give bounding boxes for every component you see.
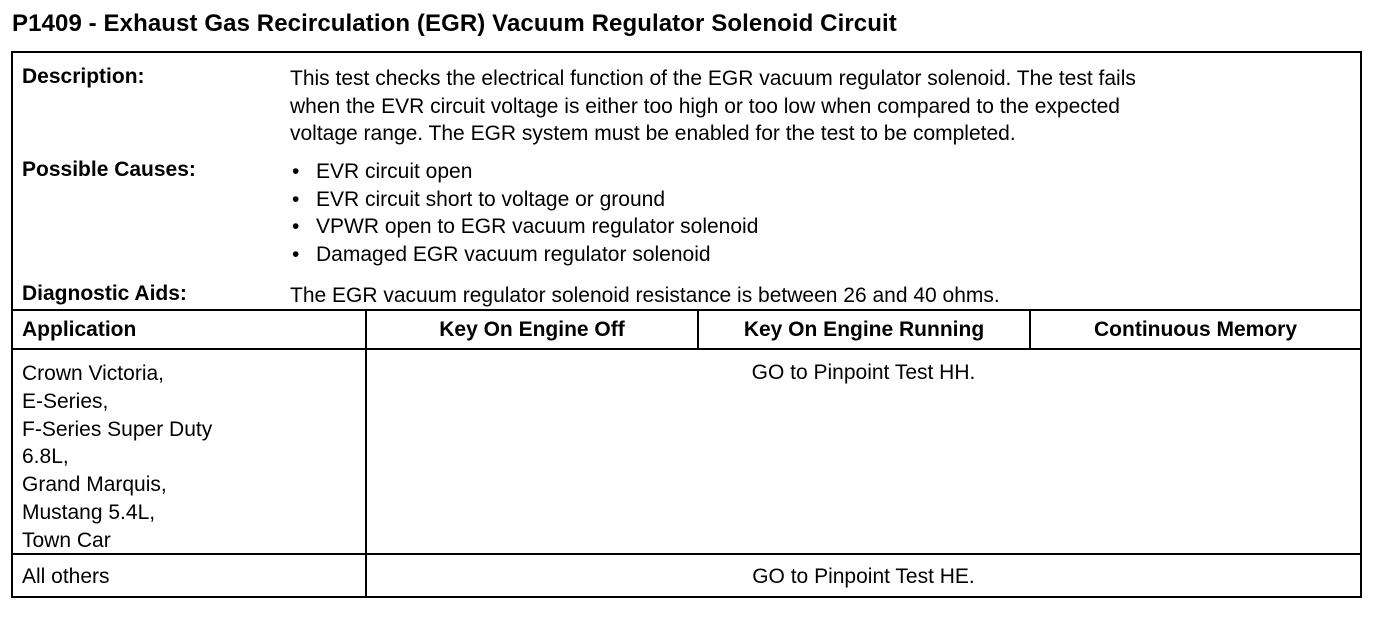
possible-causes-label: Possible Causes: bbox=[22, 158, 196, 181]
description-line: when the EVR circuit voltage is either too high or too low when compared to the expected bbox=[290, 94, 1120, 118]
diagnostic-aids-text: The EGR vacuum regulator solenoid resistance is between 26 and 40 ohms. bbox=[290, 284, 1000, 307]
diagnostic-aids-label: Diagnostic Aids: bbox=[22, 282, 187, 305]
cause-item: • EVR circuit short to voltage or ground bbox=[290, 186, 758, 214]
application-line: F-Series Super Duty bbox=[22, 417, 213, 441]
column-header-continuous-memory: Continuous Memory bbox=[1094, 318, 1297, 341]
table-row-action: GO to Pinpoint Test HE. bbox=[752, 565, 975, 588]
possible-causes-list bbox=[290, 158, 758, 268]
table-column-divider bbox=[365, 309, 367, 596]
diagnostic-frame bbox=[11, 51, 1362, 598]
application-line: Grand Marquis, bbox=[22, 473, 167, 497]
table-row-action: GO to Pinpoint Test HH. bbox=[751, 361, 976, 384]
application-line: Crown Victoria, bbox=[22, 362, 164, 385]
column-header-key-on-engine-off: Key On Engine Off bbox=[439, 318, 625, 341]
table-header-border bbox=[13, 348, 1360, 350]
table-row-application bbox=[22, 360, 212, 555]
cause-item: • Damaged EGR vacuum regulator solenoid bbox=[290, 241, 758, 269]
application-line: Town Car bbox=[22, 528, 111, 552]
description-label: Description: bbox=[22, 65, 145, 88]
table-row-divider bbox=[13, 553, 1360, 555]
page-title: P1409 - Exhaust Gas Recirculation (EGR) Vacuum Regulator Solenoid Circuit bbox=[12, 10, 897, 37]
column-header-application: Application bbox=[22, 318, 137, 341]
application-line: 6.8L, bbox=[22, 445, 69, 469]
description-line: This test checks the electrical function of the EGR vacuum regulator solenoid. The test fails bbox=[290, 67, 1136, 90]
table-top-border bbox=[13, 309, 1360, 311]
table-row-application: All others bbox=[22, 565, 110, 588]
description-line: voltage range. The EGR system must be enabled for the test to be completed. bbox=[290, 122, 1016, 145]
cause-item: • VPWR open to EGR vacuum regulator solenoid bbox=[290, 213, 758, 241]
description-text bbox=[290, 65, 1345, 148]
column-header-key-on-engine-running: Key On Engine Running bbox=[743, 318, 985, 341]
application-line: Mustang 5.4L, bbox=[22, 500, 156, 524]
cause-item: • EVR circuit open bbox=[290, 158, 758, 186]
application-line: E-Series, bbox=[22, 389, 109, 413]
